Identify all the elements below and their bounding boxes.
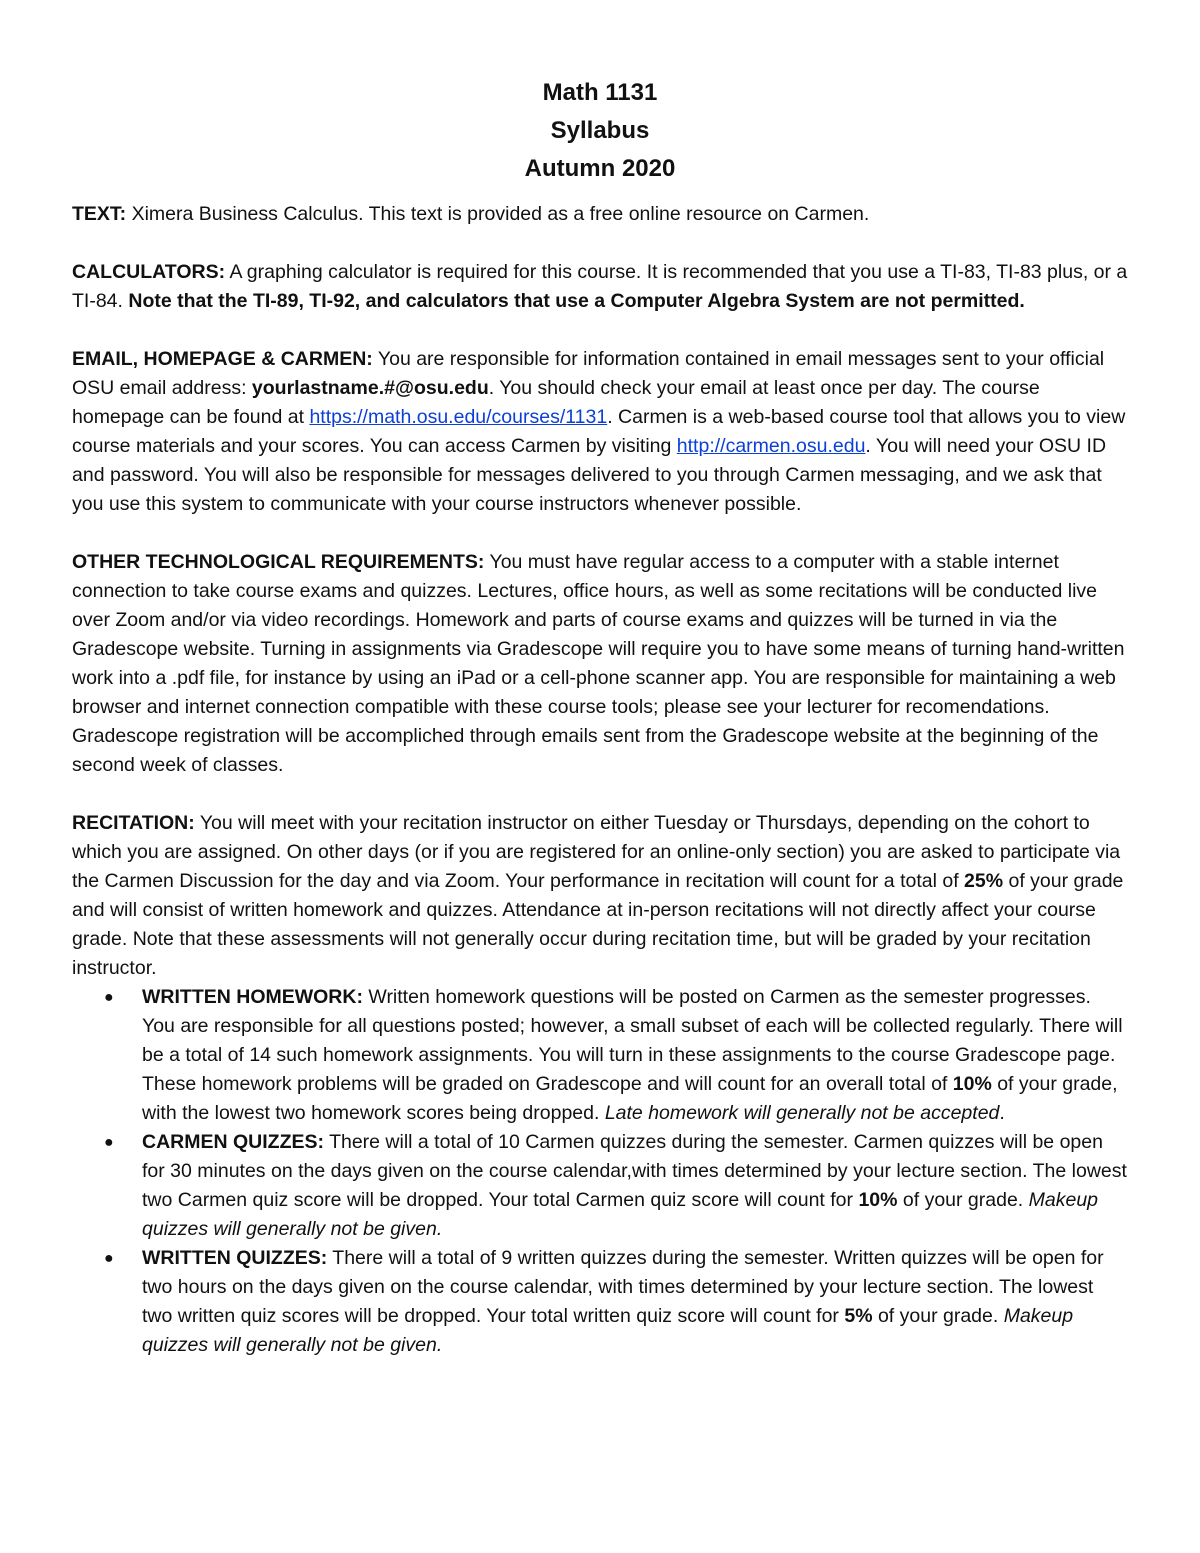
list-item-written-quizzes — [104, 1244, 1128, 1360]
homework-percent: 10% — [952, 1073, 992, 1095]
carmen-quizzes-percent: 10% — [858, 1189, 898, 1211]
email-text-1: You are responsible for information contained in email messages sent to your official OSU email address: — [72, 348, 1105, 399]
homework-text-1: Written homework questions will be posted on Carmen as the semester progresses. You are responsible for all questions posted; however, a small subset of each will be collected regularly. There will be a total of 14 such homework assignments. You will turn in these assignments to the course Gradescope page. These homework problems will be graded on Gradescope and will count for an overall total of — [142, 986, 1123, 1095]
term: Autumn 2020 — [524, 155, 676, 182]
calculators-label: CALCULATORS: — [72, 261, 226, 283]
carmen-link[interactable]: http://carmen.osu.edu — [676, 435, 866, 457]
tech-label: OTHER TECHNOLOGICAL REQUIREMENTS: — [72, 551, 485, 573]
email-section — [72, 345, 1128, 519]
carmen-quizzes-label: CARMEN QUIZZES: — [142, 1131, 324, 1153]
homework-late-note: Late homework will generally not be accepted — [604, 1102, 1000, 1124]
carmen-quizzes-text-2: of your grade. — [897, 1189, 1029, 1211]
list-item-carmen-quizzes — [104, 1128, 1128, 1244]
bullet-icon: ● — [104, 989, 114, 1006]
written-quizzes-label: WRITTEN QUIZZES: — [142, 1247, 328, 1269]
written-quizzes-makeup-note: Makeup quizzes will generally not be given. — [142, 1305, 1074, 1356]
document-title — [72, 74, 1128, 188]
email-address: yourlastname.#@osu.edu — [251, 377, 489, 399]
document-type: Syllabus — [550, 117, 650, 144]
homework-text-2: of your grade, with the lowest two homework scores being dropped. — [142, 1073, 1118, 1124]
recitation-bullet-list — [72, 983, 1128, 1360]
carmen-quizzes-text-1: There will a total of 10 Carmen quizzes during the semester. Carmen quizzes will be open for 30 minutes on the days given on the course calendar,with times determined by your lecture section. The lowest two Carmen quiz score will be dropped. Your total Carmen quiz score will count for — [142, 1131, 1127, 1211]
text-label: TEXT: — [72, 203, 127, 225]
bullet-icon: ● — [104, 1134, 114, 1151]
course-number: Math 1131 — [542, 79, 658, 106]
homework-label: WRITTEN HOMEWORK: — [142, 986, 363, 1008]
recitation-text-2: of your grade and will consist of written homework and quizzes. Attendance at in-person recitations will not directly affect your course grade. Note that these assessments will not generally occur during recitation time, but will be graded by your recitation instructor. — [72, 870, 1124, 979]
recitation-section — [72, 809, 1128, 983]
email-label: EMAIL, HOMEPAGE & CARMEN: — [72, 348, 373, 370]
carmen-quizzes-makeup-note: Makeup quizzes will generally not be given. — [142, 1189, 1099, 1240]
list-item-homework — [104, 983, 1128, 1128]
text-section — [72, 200, 1128, 229]
tech-body: You must have regular access to a computer with a stable internet connection to take course exams and quizzes. Lectures, office hours, as well as some recitations will be conducted live over Zoom and/or via video recordings. Homework and parts of course exams and quizzes will be turned in via the Gradescope website. Turning in assignments via Gradescope will require you to have some means of turning hand-written work into a .pdf file, for instance by using an iPad or a cell-phone scanner app. You are responsible for maintaining a web browser and internet connection compatible with these course tools; please see your lecturer for recomendations. Gradescope registration will be accompliched through emails sent from the Gradescope website at the beginning of the second week of classes. — [72, 551, 1125, 776]
text-body: Ximera Business Calculus. This text is provided as a free online resource on Carmen. — [126, 203, 870, 225]
email-text-2: . You should check your email at least once per day. The course homepage can be found at — [72, 377, 1040, 428]
email-text-4: . You will need your OSU ID and password. You will also be responsible for messages delivered to you through Carmen messaging, and we ask that you use this system to communicate with your course instructors whenever possible. — [72, 435, 1107, 515]
calculators-note: Note that the TI-89, TI-92, and calculators that use a Computer Algebra System are not permitted. — [128, 290, 1025, 312]
homepage-link[interactable]: https://math.osu.edu/courses/1131 — [309, 406, 608, 428]
written-quizzes-text-2: of your grade. — [872, 1305, 1004, 1327]
email-text-3: . Carmen is a web-based course tool that allows you to view course materials and your scores. You can access Carmen by visiting — [72, 406, 1126, 457]
calculators-section — [72, 258, 1128, 316]
tech-section — [72, 548, 1128, 780]
written-quizzes-text-1: There will a total of 9 written quizzes during the semester. Written quizzes will be open for two hours on the days given on the course calendar, with times determined by your lecture section. The lowest two written quiz scores will be dropped. Your total written quiz score will count for — [142, 1247, 1104, 1327]
written-quizzes-percent: 5% — [844, 1305, 873, 1327]
recitation-label: RECITATION: — [72, 812, 195, 834]
homework-end: . — [999, 1102, 1005, 1124]
recitation-percent: 25% — [964, 870, 1004, 892]
bullet-icon: ● — [104, 1250, 114, 1267]
recitation-text-1: You will meet with your recitation instructor on either Tuesday or Thursdays, depending on the cohort to which you are assigned. On other days (or if you are registered for an online-only section) you are asked to participate via the Carmen Discussion for the day and via Zoom. Your performance in recitation will count for a total of — [72, 812, 1121, 892]
calculators-body: A graphing calculator is required for this course. It is recommended that you use a TI-83, TI-83 plus, or a TI-84. — [72, 261, 1128, 312]
